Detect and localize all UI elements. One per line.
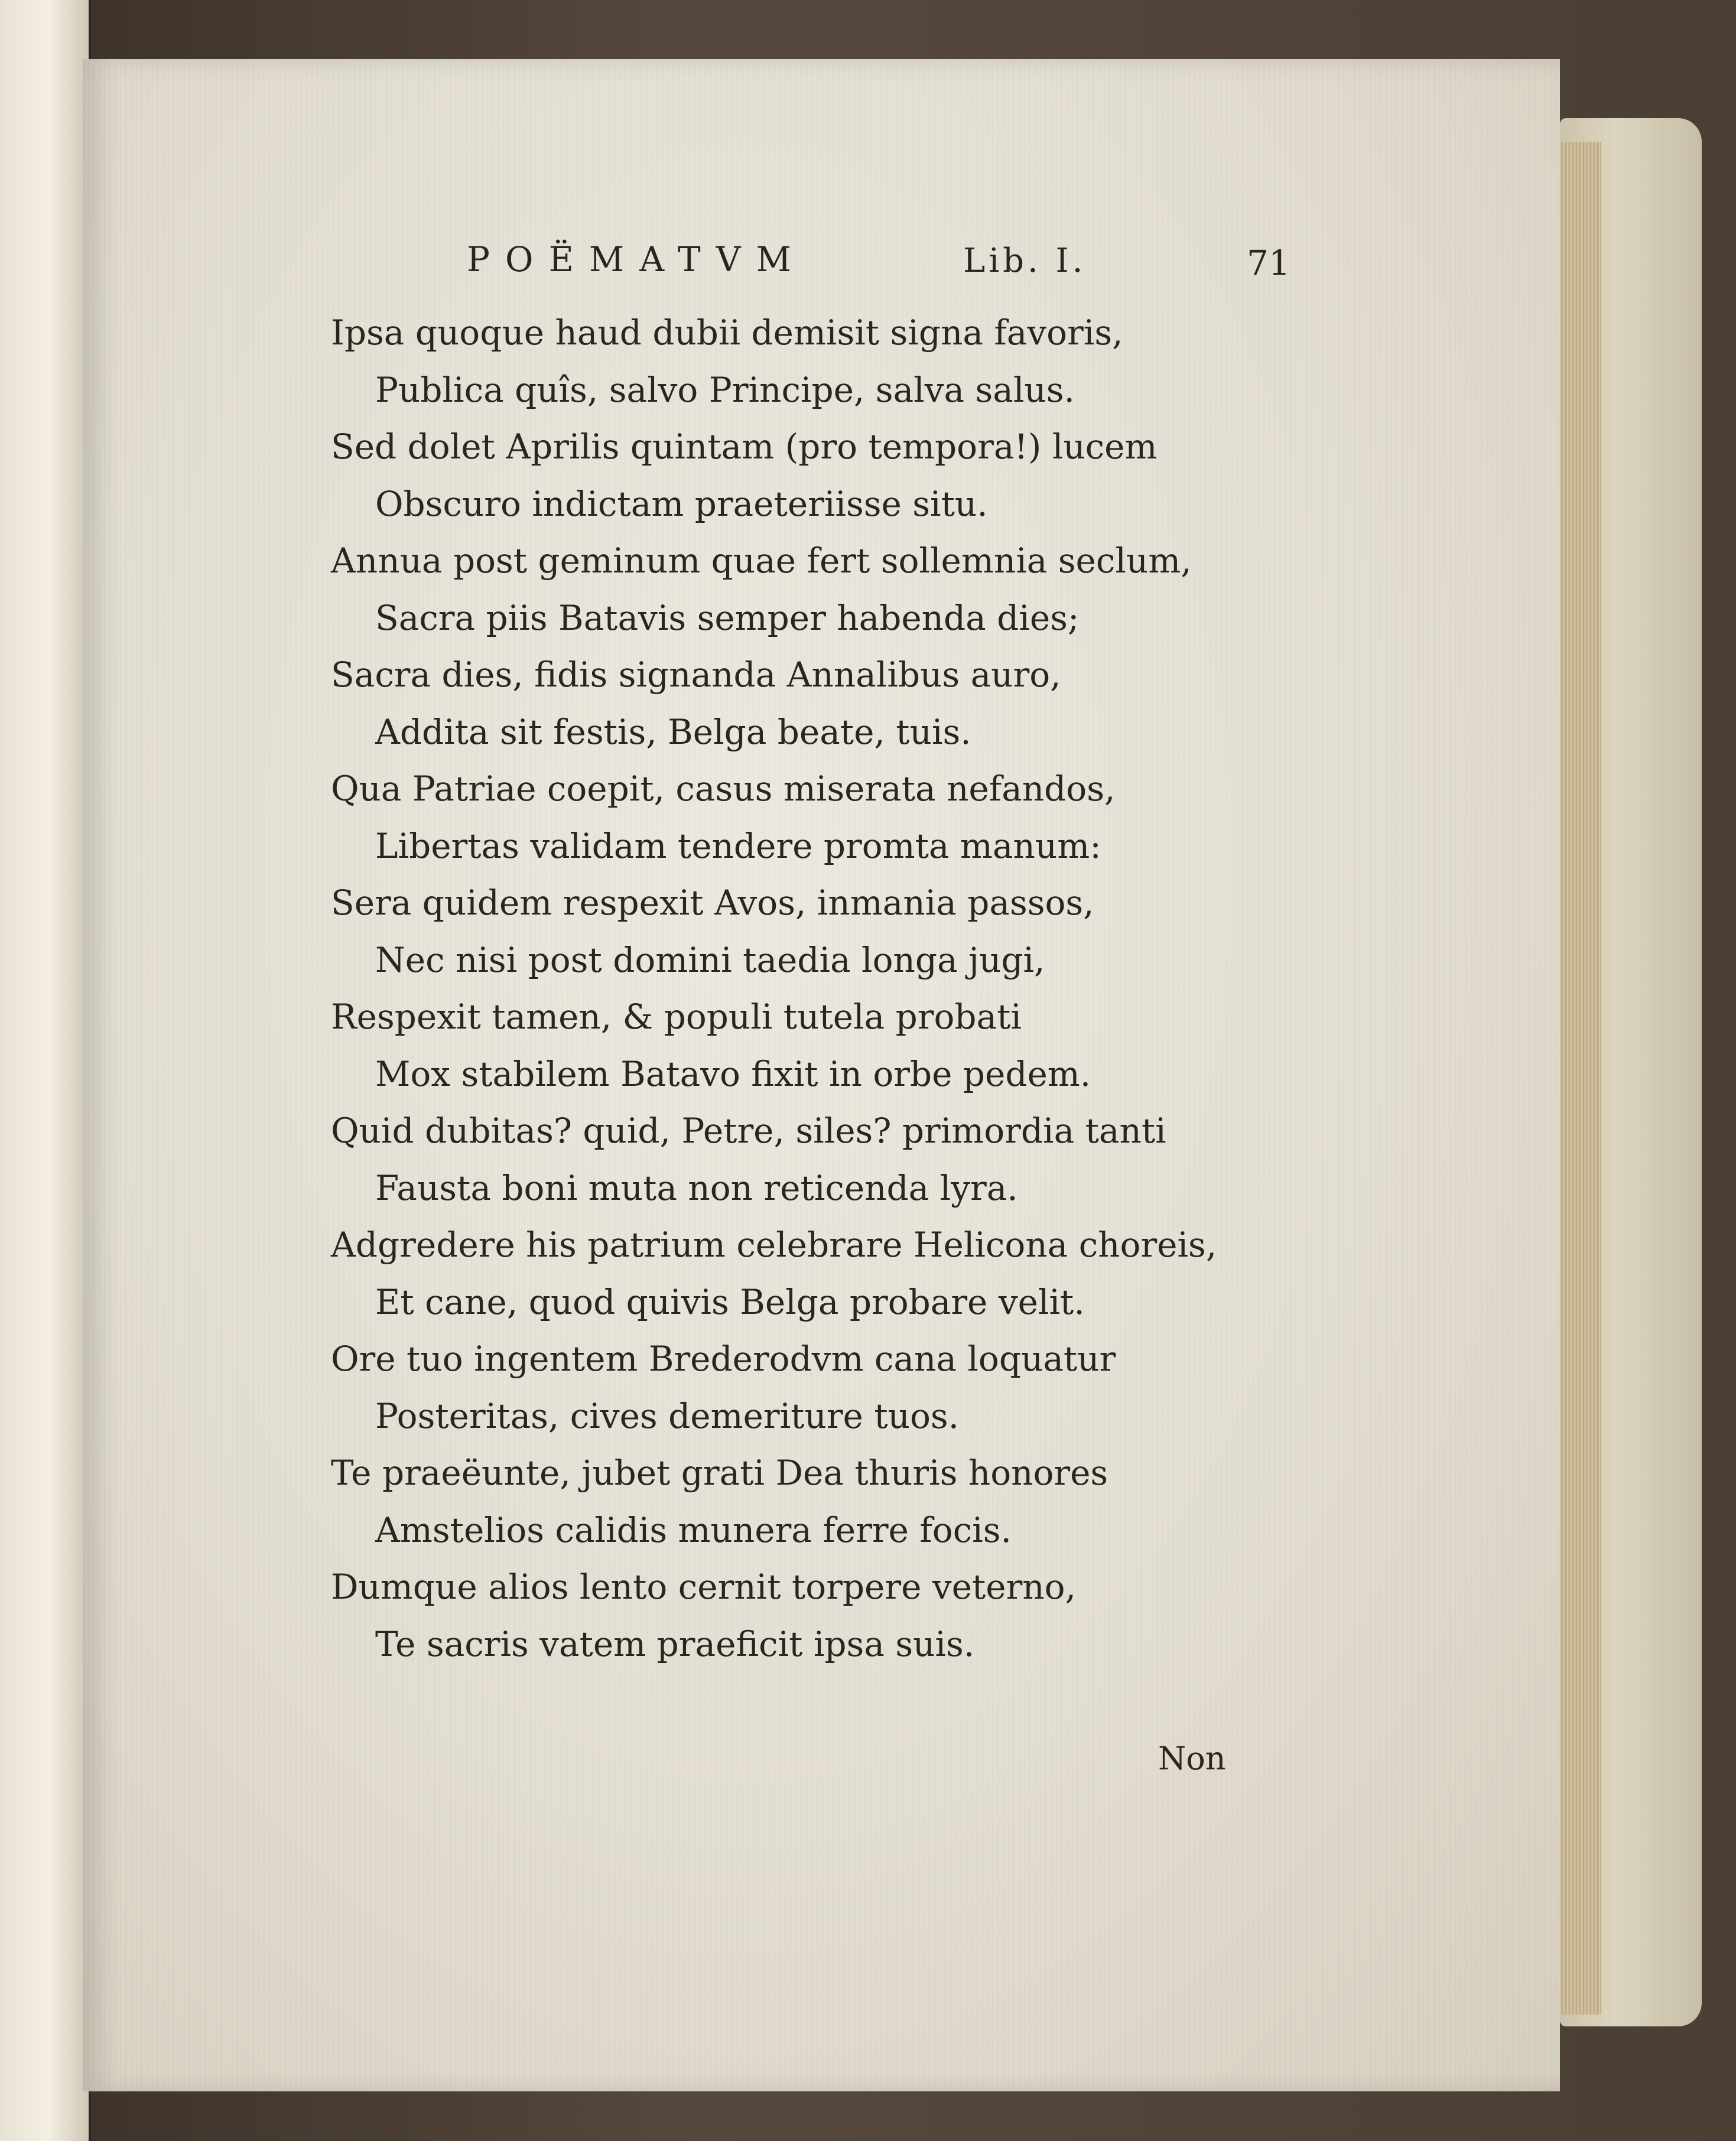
running-title: POËMATVM	[467, 239, 807, 279]
verse-line: Qua Patriae coepit, casus miserata nefandos,	[331, 769, 1116, 809]
verse-line: Et cane, quod quivis Belga probare velit.	[375, 1281, 1085, 1322]
verse-line: Te sacris vatem praeficit ipsa suis.	[375, 1623, 975, 1664]
running-head	[366, 239, 1312, 292]
book-page	[83, 59, 1560, 2091]
poem-text	[331, 304, 1347, 1673]
verse-line: Te praeëunte, jubet grati Dea thuris honores	[331, 1453, 1108, 1493]
verse-line: Nec nisi post domini taedia longa jugi,	[375, 939, 1045, 980]
verse-line: Sera quidem respexit Avos, inmania passos,	[331, 883, 1094, 923]
verse-line: Respexit tamen, & populi tutela probati	[331, 997, 1022, 1037]
verse-line: Fausta boni muta non reticenda lyra.	[375, 1167, 1018, 1208]
verse-line: Libertas validam tendere promta manum:	[375, 825, 1101, 866]
verse-line: Posteritas, cives demeriture tuos.	[375, 1395, 960, 1436]
verse-line: Obscuro indictam praeteriisse situ.	[375, 483, 988, 524]
verse-line: Ipsa quoque haud dubii demisit signa favoris,	[331, 313, 1123, 353]
catchword: Non	[1158, 1740, 1226, 1777]
verse-line: Dumque alios lento cernit torpere veterno,	[331, 1567, 1077, 1607]
verse-line: Mox stabilem Batavo fixit in orbe pedem.	[375, 1053, 1091, 1094]
verse-line: Publica quîs, salvo Principe, salva salus.	[375, 369, 1075, 410]
verse-line: Addita sit festis, Belga beate, tuis.	[375, 711, 971, 752]
verse-line: Amstelios calidis munera ferre focis.	[375, 1509, 1012, 1550]
verse-line: Adgredere his patrium celebrare Helicona choreis,	[331, 1225, 1217, 1265]
left-facing-page-edge	[0, 0, 91, 2141]
verse-line: Sacra piis Batavis semper habenda dies;	[375, 597, 1080, 638]
verse-line: Annua post geminum quae fert sollemnia seclum,	[331, 541, 1192, 581]
verse-line: Sacra dies, fidis signanda Annalibus auro,	[331, 655, 1061, 695]
verse-line: Quid dubitas? quid, Petre, siles? primordia tanti	[331, 1111, 1166, 1151]
running-book-number: Lib. I.	[963, 242, 1087, 280]
verse-line: Ore tuo ingentem Brederodvm cana loquatur	[331, 1339, 1116, 1379]
verse-line: Sed dolet Aprilis quintam (pro tempora!) lucem	[331, 427, 1158, 467]
page-number: 71	[1247, 243, 1290, 283]
